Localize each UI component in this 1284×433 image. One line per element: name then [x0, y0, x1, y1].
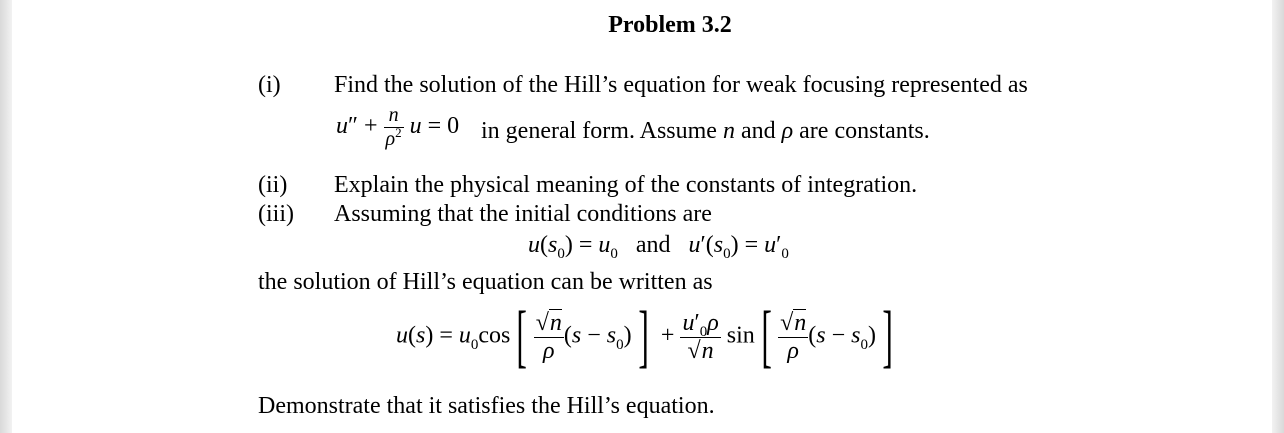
conclusion-text: Demonstrate that it satisfies the Hill’s equation. [258, 393, 715, 419]
initial-conditions: $u(s_0) = u_0$ and $u'(s_0) = u'_0$ [528, 232, 789, 262]
item-text-i: Find the solution of the Hill’s equation for weak focusing represented as [334, 72, 1028, 98]
item-text-i-cont: in general form. Assume n and ρ are constants. [481, 118, 930, 144]
item-label-ii: (ii) [258, 172, 288, 198]
solution-formula: $u(s) = u_0\cos$[ $\frac{√n}{\rho}$ $(s - s_0)$] + $\frac{u'_0\rho}{√n}$ sin[ $\frac{√n}{\rho}$ $(s - s_0)$] [396, 298, 893, 375]
item-text-ii: Explain the physical meaning of the constants of integration. [334, 172, 918, 198]
hill-equation: u″ + $\frac{n}{\rho^2}$ u = 0 [336, 104, 460, 150]
page-shadow-left [0, 0, 12, 433]
item-label-i: (i) [258, 72, 281, 98]
solution-intro: the solution of Hill’s equation can be written as [258, 269, 713, 295]
page-shadow-right [1272, 0, 1284, 433]
item-label-iii: (iii) [258, 201, 294, 227]
item-text-iii: Assuming that the initial conditions are [334, 201, 712, 227]
problem-title: Problem 3.2 [608, 12, 732, 38]
